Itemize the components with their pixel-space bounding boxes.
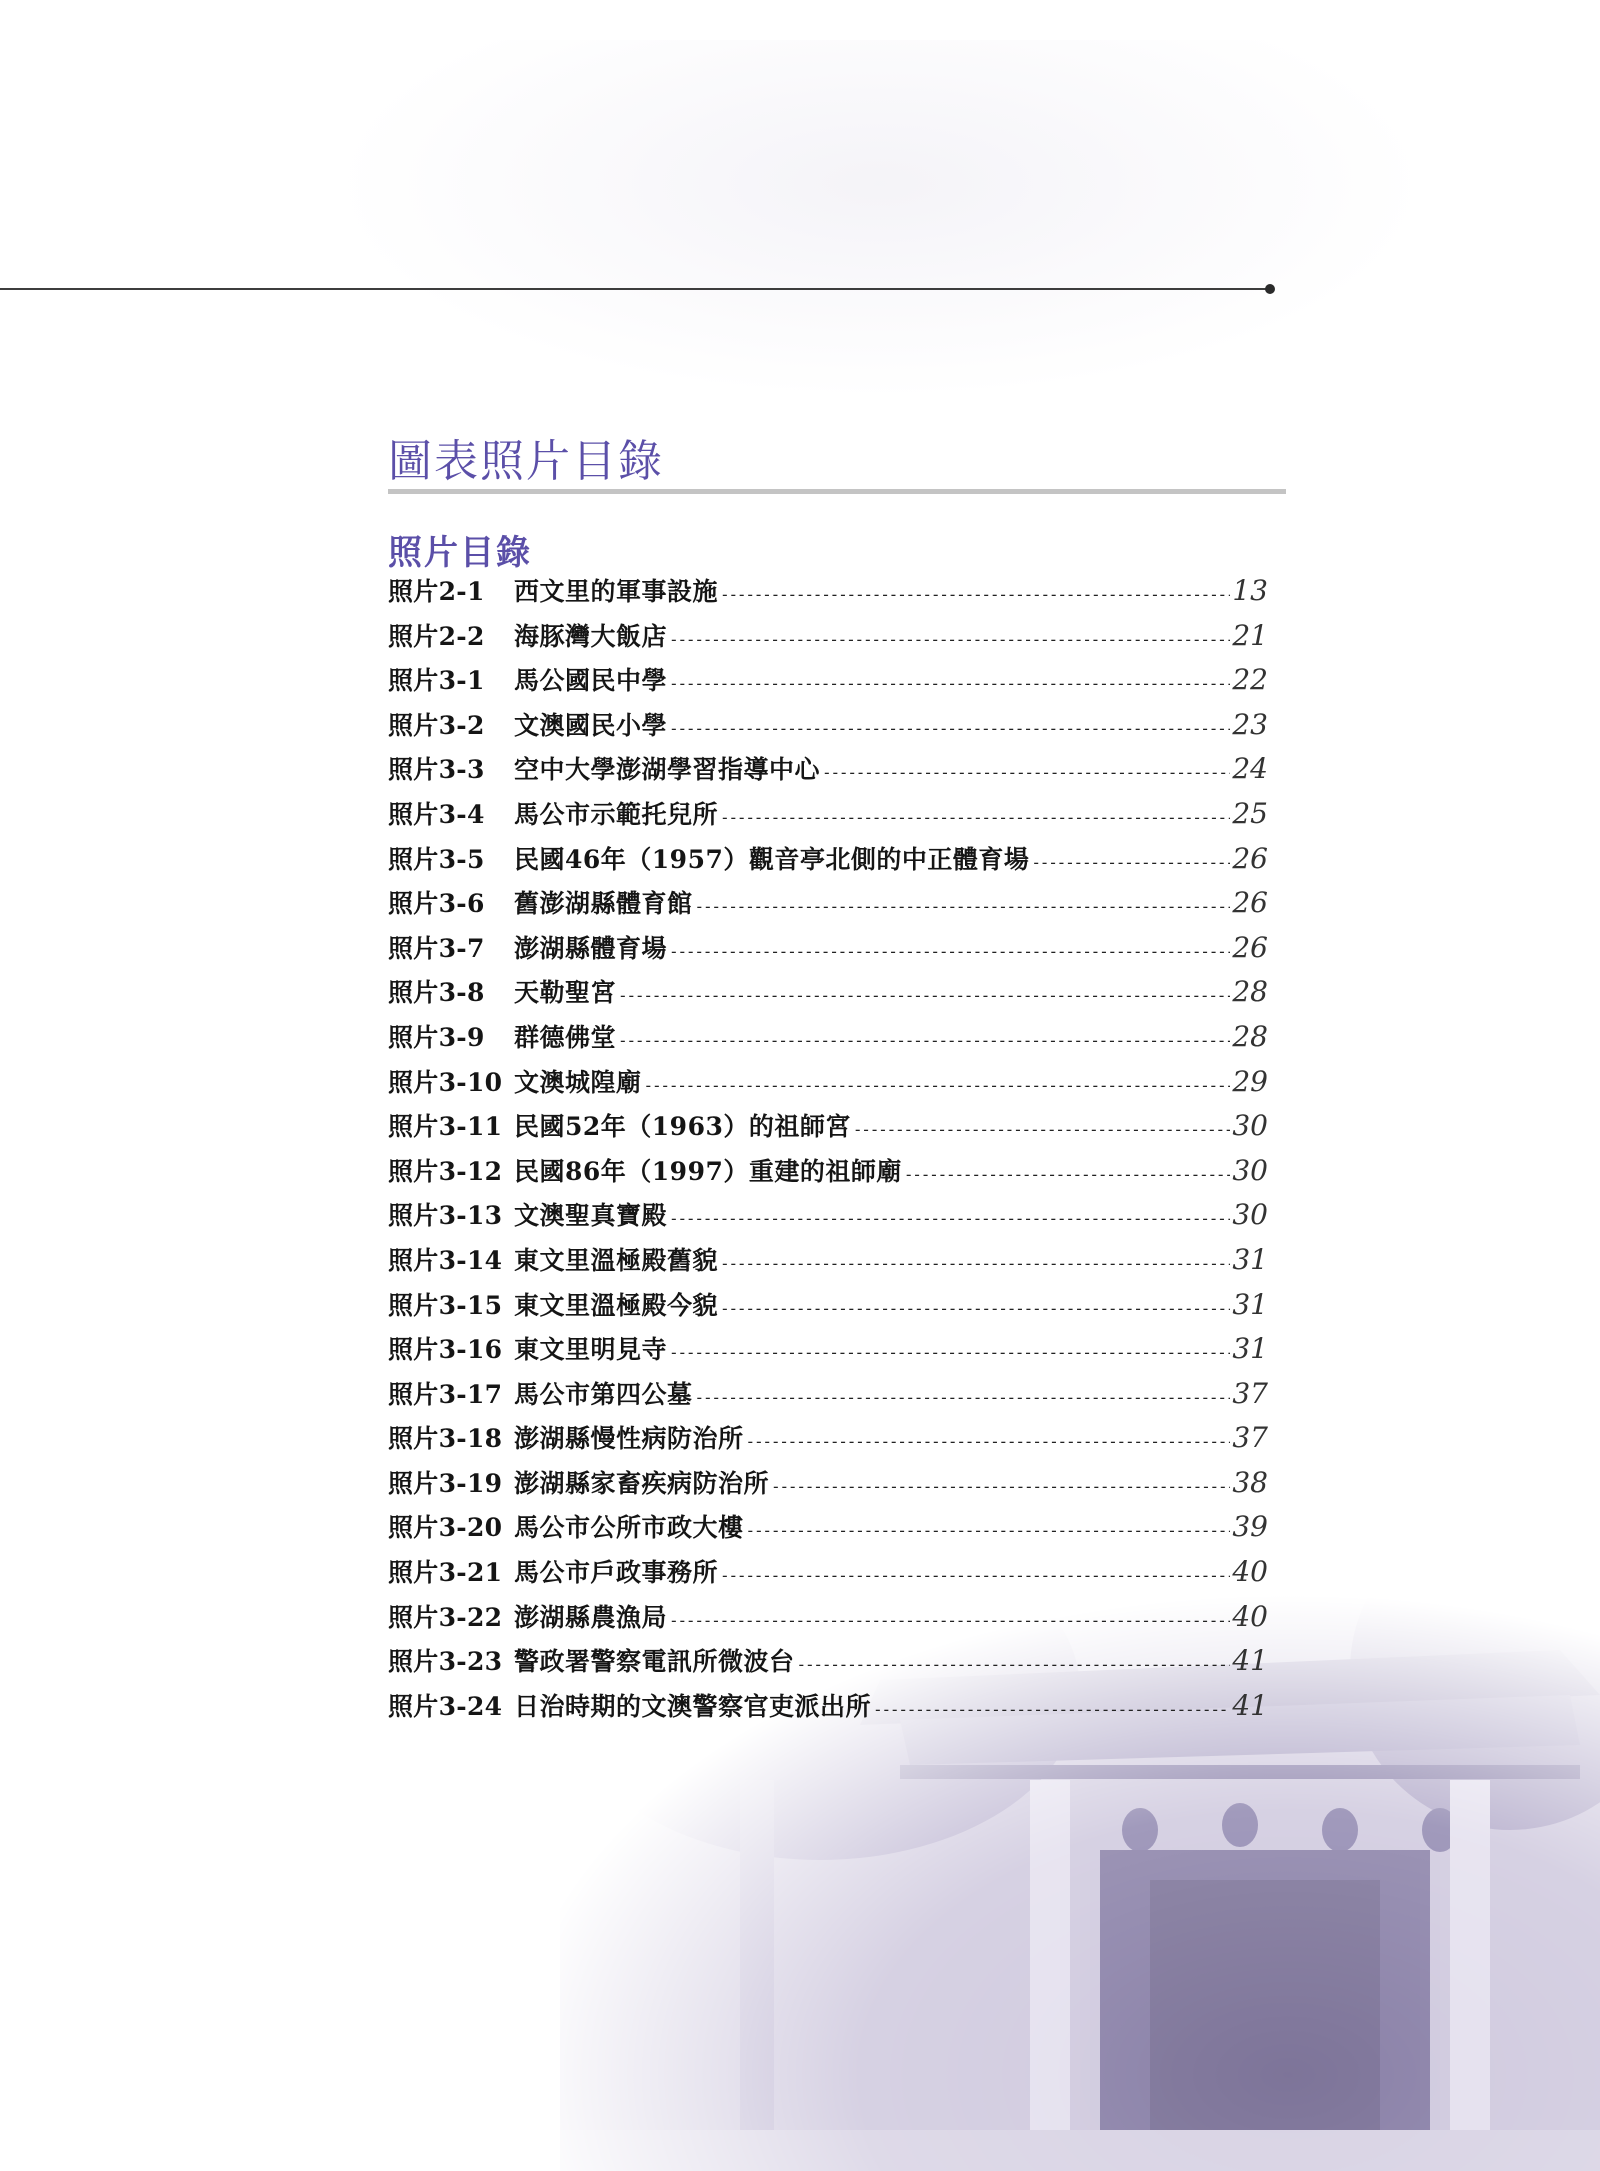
toc-dot-leader — [720, 1299, 1230, 1318]
toc-entry-page-number: 31 — [1232, 1242, 1268, 1276]
toc-entry-code: 照片3-12 — [388, 1156, 503, 1186]
toc-dot-leader — [669, 719, 1230, 738]
toc-entry-title: 澎湖縣家畜疾病防治所 — [514, 1468, 770, 1498]
toc-entry-page-number: 26 — [1232, 886, 1268, 920]
toc-entry-title: 空中大學澎湖學習指導中心 — [514, 755, 821, 785]
toc-entry-title: 馬公市示範托兒所 — [514, 799, 719, 829]
section-title: 照片目錄 — [388, 533, 532, 573]
toc-entry[interactable] — [388, 884, 1268, 929]
toc-dot-leader — [771, 1477, 1230, 1496]
toc-entry-code: 照片3-14 — [388, 1245, 503, 1275]
toc-entry[interactable] — [388, 572, 1268, 617]
toc-entry-page-number: 26 — [1232, 930, 1268, 964]
toc-entry-title: 澎湖縣慢性病防治所 — [514, 1424, 744, 1454]
toc-entry-title: 馬公市第四公墓 — [514, 1379, 693, 1409]
toc-entry-title: 警政署警察電訊所微波台 — [514, 1647, 795, 1677]
toc-dot-leader — [720, 1566, 1230, 1585]
toc-entry-code: 照片3-8 — [388, 978, 485, 1008]
toc-entry-page-number: 24 — [1232, 752, 1268, 786]
toc-entry-page-number: 40 — [1232, 1555, 1268, 1589]
toc-entry-title: 澎湖縣農漁局 — [514, 1602, 668, 1632]
title-underline — [388, 489, 1286, 494]
toc-entry-page-number: 21 — [1232, 618, 1268, 652]
toc-entry-page-number: 31 — [1232, 1332, 1268, 1366]
toc-entry-code: 照片3-5 — [388, 844, 485, 874]
toc-entry-page-number: 37 — [1232, 1376, 1268, 1410]
toc-dot-leader — [746, 1432, 1231, 1451]
toc-entry[interactable] — [388, 1330, 1268, 1375]
toc-entry-code: 照片3-23 — [388, 1647, 503, 1677]
toc-entry-page-number: 30 — [1232, 1198, 1268, 1232]
toc-entry-page-number: 30 — [1232, 1153, 1268, 1187]
toc-entry-title: 民國46年（1957）觀音亭北側的中正體育場 — [514, 844, 1030, 874]
toc-entry[interactable] — [388, 1286, 1268, 1331]
toc-entry-page-number: 28 — [1232, 1019, 1268, 1053]
toc-entry-page-number: 37 — [1232, 1421, 1268, 1455]
toc-entry-page-number: 41 — [1232, 1644, 1268, 1678]
toc-dot-leader — [797, 1655, 1231, 1674]
toc-entry-page-number: 30 — [1232, 1109, 1268, 1143]
toc-entry[interactable] — [388, 1152, 1268, 1197]
toc-entry-code: 照片3-17 — [388, 1379, 503, 1409]
toc-entry[interactable] — [388, 750, 1268, 795]
toc-dot-leader — [873, 1700, 1230, 1719]
toc-entry-code: 照片3-24 — [388, 1691, 503, 1721]
toc-entry-code: 照片3-1 — [388, 666, 485, 696]
toc-dot-leader — [669, 630, 1230, 649]
toc-entry-page-number: 41 — [1232, 1688, 1268, 1722]
toc-entry-page-number: 39 — [1232, 1510, 1268, 1544]
toc-entry-code: 照片2-1 — [388, 577, 485, 606]
toc-entry-title: 民國52年（1963）的祖師宮 — [514, 1112, 851, 1142]
toc-entry-title: 群德佛堂 — [514, 1022, 617, 1052]
toc-entry[interactable] — [388, 929, 1268, 974]
toc-entry-code: 照片3-21 — [388, 1558, 503, 1588]
background-wash — [330, 40, 1430, 400]
toc-entry[interactable] — [388, 1642, 1268, 1687]
toc-entry[interactable] — [388, 795, 1268, 840]
toc-dot-leader — [822, 763, 1230, 782]
toc-entry-code: 照片3-22 — [388, 1602, 503, 1632]
toc-entry[interactable] — [388, 1553, 1268, 1598]
toc-entry-title: 馬公市戶政事務所 — [514, 1558, 719, 1588]
toc-dot-leader — [695, 1388, 1231, 1407]
toc-entry[interactable] — [388, 706, 1268, 751]
toc-entry[interactable] — [388, 840, 1268, 885]
toc-entry-code: 照片3-16 — [388, 1335, 503, 1365]
toc-entry-title: 舊澎湖縣體育館 — [514, 889, 693, 919]
toc-entry-code: 照片3-10 — [388, 1067, 503, 1097]
toc-entry-title: 民國86年（1997）重建的祖師廟 — [514, 1156, 902, 1186]
toc-entry[interactable] — [388, 1063, 1268, 1108]
toc-entry-title: 東文里溫極殿今貌 — [514, 1290, 719, 1320]
toc-entry-page-number: 23 — [1232, 707, 1268, 741]
toc-entry-title: 文澳聖真寶殿 — [514, 1201, 668, 1231]
toc-entry[interactable] — [388, 1419, 1268, 1464]
toc-dot-leader — [669, 1611, 1230, 1630]
toc-entry-title: 海豚灣大飯店 — [514, 621, 668, 651]
toc-entry-code: 照片3-3 — [388, 755, 485, 785]
toc-entry-title: 東文里溫極殿舊貌 — [514, 1245, 719, 1275]
toc-dot-leader — [644, 1076, 1231, 1095]
toc-entry[interactable] — [388, 1241, 1268, 1286]
toc-entry-page-number: 22 — [1232, 663, 1268, 697]
toc-entry[interactable] — [388, 661, 1268, 706]
toc-entry-code: 照片3-11 — [388, 1112, 503, 1142]
toc-entry-title: 澎湖縣體育場 — [514, 933, 668, 963]
toc-entry-page-number: 38 — [1232, 1465, 1268, 1499]
toc-dot-leader — [669, 674, 1230, 693]
toc-dot-leader — [904, 1165, 1230, 1184]
toc-dot-leader — [746, 1521, 1231, 1540]
toc-entry-code: 照片3-15 — [388, 1290, 503, 1320]
toc-entry[interactable] — [388, 1375, 1268, 1420]
photo-toc-list — [388, 572, 1268, 1731]
toc-entry-code: 照片3-18 — [388, 1424, 503, 1454]
toc-dot-leader — [720, 585, 1230, 604]
toc-dot-leader — [720, 808, 1230, 827]
toc-entry[interactable] — [388, 1598, 1268, 1643]
page-title: 圖表照片目錄 — [388, 436, 664, 487]
toc-entry-code: 照片3-6 — [388, 889, 485, 919]
toc-entry-page-number: 31 — [1232, 1287, 1268, 1321]
toc-dot-leader — [618, 1031, 1230, 1050]
toc-entry-code: 照片3-4 — [388, 799, 485, 829]
toc-entry-code: 照片3-2 — [388, 710, 485, 740]
header-rule — [0, 288, 1268, 290]
toc-entry[interactable] — [388, 1107, 1268, 1152]
toc-dot-leader — [669, 942, 1230, 961]
toc-dot-leader — [1031, 853, 1230, 872]
toc-entry-title: 文澳城隍廟 — [514, 1067, 642, 1097]
toc-entry-page-number: 13 — [1232, 574, 1268, 607]
toc-entry[interactable] — [388, 1687, 1268, 1732]
toc-entry[interactable] — [388, 1508, 1268, 1553]
toc-entry[interactable] — [388, 617, 1268, 662]
toc-entry-code: 照片2-2 — [388, 621, 485, 651]
toc-entry[interactable] — [388, 1196, 1268, 1241]
toc-entry-code: 照片3-19 — [388, 1468, 503, 1498]
toc-dot-leader — [669, 1209, 1230, 1228]
toc-entry[interactable] — [388, 1018, 1268, 1063]
toc-entry-title: 西文里的軍事設施 — [514, 577, 719, 606]
header-rule-dot — [1265, 284, 1275, 294]
toc-entry-code: 照片3-13 — [388, 1201, 503, 1231]
toc-entry[interactable] — [388, 973, 1268, 1018]
toc-entry-title: 東文里明見寺 — [514, 1335, 668, 1365]
toc-entry-page-number: 28 — [1232, 975, 1268, 1009]
toc-entry-code: 照片3-20 — [388, 1513, 503, 1543]
toc-entry-page-number: 29 — [1232, 1064, 1268, 1098]
toc-dot-leader — [720, 1254, 1230, 1273]
toc-entry-title: 文澳國民小學 — [514, 710, 668, 740]
toc-entry-page-number: 25 — [1232, 796, 1268, 830]
toc-entry-code: 照片3-7 — [388, 933, 485, 963]
toc-dot-leader — [853, 1120, 1230, 1139]
toc-entry[interactable] — [388, 1464, 1268, 1509]
toc-entry-title: 日治時期的文澳警察官吏派出所 — [514, 1691, 872, 1721]
toc-entry-title: 天勒聖宮 — [514, 978, 617, 1008]
toc-dot-leader — [669, 1343, 1230, 1362]
toc-entry-page-number: 40 — [1232, 1599, 1268, 1633]
toc-dot-leader — [618, 986, 1230, 1005]
toc-entry-title: 馬公市公所市政大樓 — [514, 1513, 744, 1543]
toc-entry-title: 馬公國民中學 — [514, 666, 668, 696]
toc-entry-code: 照片3-9 — [388, 1022, 485, 1052]
toc-entry-page-number: 26 — [1232, 841, 1268, 875]
toc-dot-leader — [695, 897, 1231, 916]
